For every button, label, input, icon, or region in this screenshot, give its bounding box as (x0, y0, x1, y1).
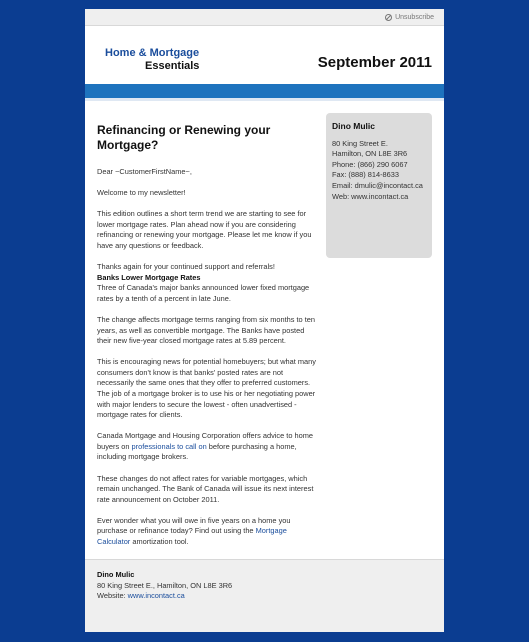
sidebar-email: Email: dmulic@incontact.ca (332, 180, 423, 190)
brand-title-line2: Essentials (145, 60, 200, 72)
paragraph-1: Three of Canada's major banks announced lower fixed mortgage rates by a tenth of a percent in late June. (97, 283, 310, 303)
header-stripe (85, 84, 444, 98)
greeting: Dear ~CustomerFirstName~, (97, 167, 192, 176)
mortgage-calculator-link[interactable]: Mortgage Calculator (97, 526, 287, 547)
paragraph-5: These changes do not affect rates for variable mortgages, which remain unchanged. The Bank of Canada will issue its next interest rate announcement on October 2011. (97, 473, 314, 504)
thanks-text: Thanks again for your continued support and referrals! (97, 262, 275, 272)
welcome-text: Welcome to my newsletter! (97, 188, 186, 198)
brand-title-line1: Home & Mortgage (105, 47, 200, 59)
sidebar-name: Dino Mulic (332, 121, 375, 131)
sidebar-city: Hamilton, ON L8E 3R6 (332, 149, 408, 159)
footer-name: Dino Mulic (97, 570, 135, 579)
sidebar-web: Web: www.incontact.ca (332, 191, 409, 201)
newsletter-page (85, 9, 444, 632)
paragraph-6: Ever wonder what you will owe in five years on a home you purchase or refinance today? Find out using the Mortgage Calculator amortization tool. (97, 515, 291, 547)
intro-paragraph: This edition outlines a short term trend we are starting to see for lower mortgage rates. Plan ahead now if you are considering refinancing or renewing your mortgage. Please let me know if you have any questions or feedback. (97, 209, 312, 250)
footer-website: Website: www.incontact.ca (97, 591, 185, 601)
sidebar-phone: Phone: (866) 290 6067 (332, 159, 408, 169)
article-title: Refinancing or Renewing your Mortgage? (97, 123, 271, 152)
unsubscribe-icon[interactable] (385, 14, 392, 21)
header-stripe-shadow (85, 98, 444, 101)
issue-date: September 2011 (317, 54, 432, 71)
contact-sidebar (326, 113, 432, 258)
article (97, 123, 317, 558)
unsubscribe-link[interactable]: Unsubscribe (395, 13, 434, 21)
footer-website-link[interactable]: www.incontact.ca (127, 591, 185, 601)
paragraph-4: Canada Mortgage and Housing Corporation offers advice to home buyers on professionals to call on before purchasing a home, including mortgage brokers. (97, 431, 313, 462)
footer (85, 559, 444, 632)
paragraph-2: The change affects mortgage terms ranging from six months to ten years, as well as convertible mortgage. The Banks have posted their new five-year closed mortgage rates at 5.89 percent. (97, 314, 315, 346)
header (85, 26, 444, 84)
sidebar-fax: Fax: (888) 814-8633 (332, 170, 399, 180)
top-bar (85, 9, 444, 26)
article-subheading: Banks Lower Mortgage Rates (97, 272, 201, 282)
sidebar-street: 80 King Street E. (332, 138, 388, 148)
professionals-link[interactable]: professionals to call on (131, 441, 207, 451)
paragraph-3: This is encouraging news for potential homebuyers; but what many consumers don't know is that banks' posted rates are not necessarily the same ones that they offer to preferred customers. The job of a mortgage broker is to use his or her negotiating power with major lenders to secure the lowest - often unadvertised - mortgage rates for clients. (97, 357, 316, 420)
footer-address: 80 King Street E., Hamilton, ON L8E 3R6 (97, 580, 233, 590)
